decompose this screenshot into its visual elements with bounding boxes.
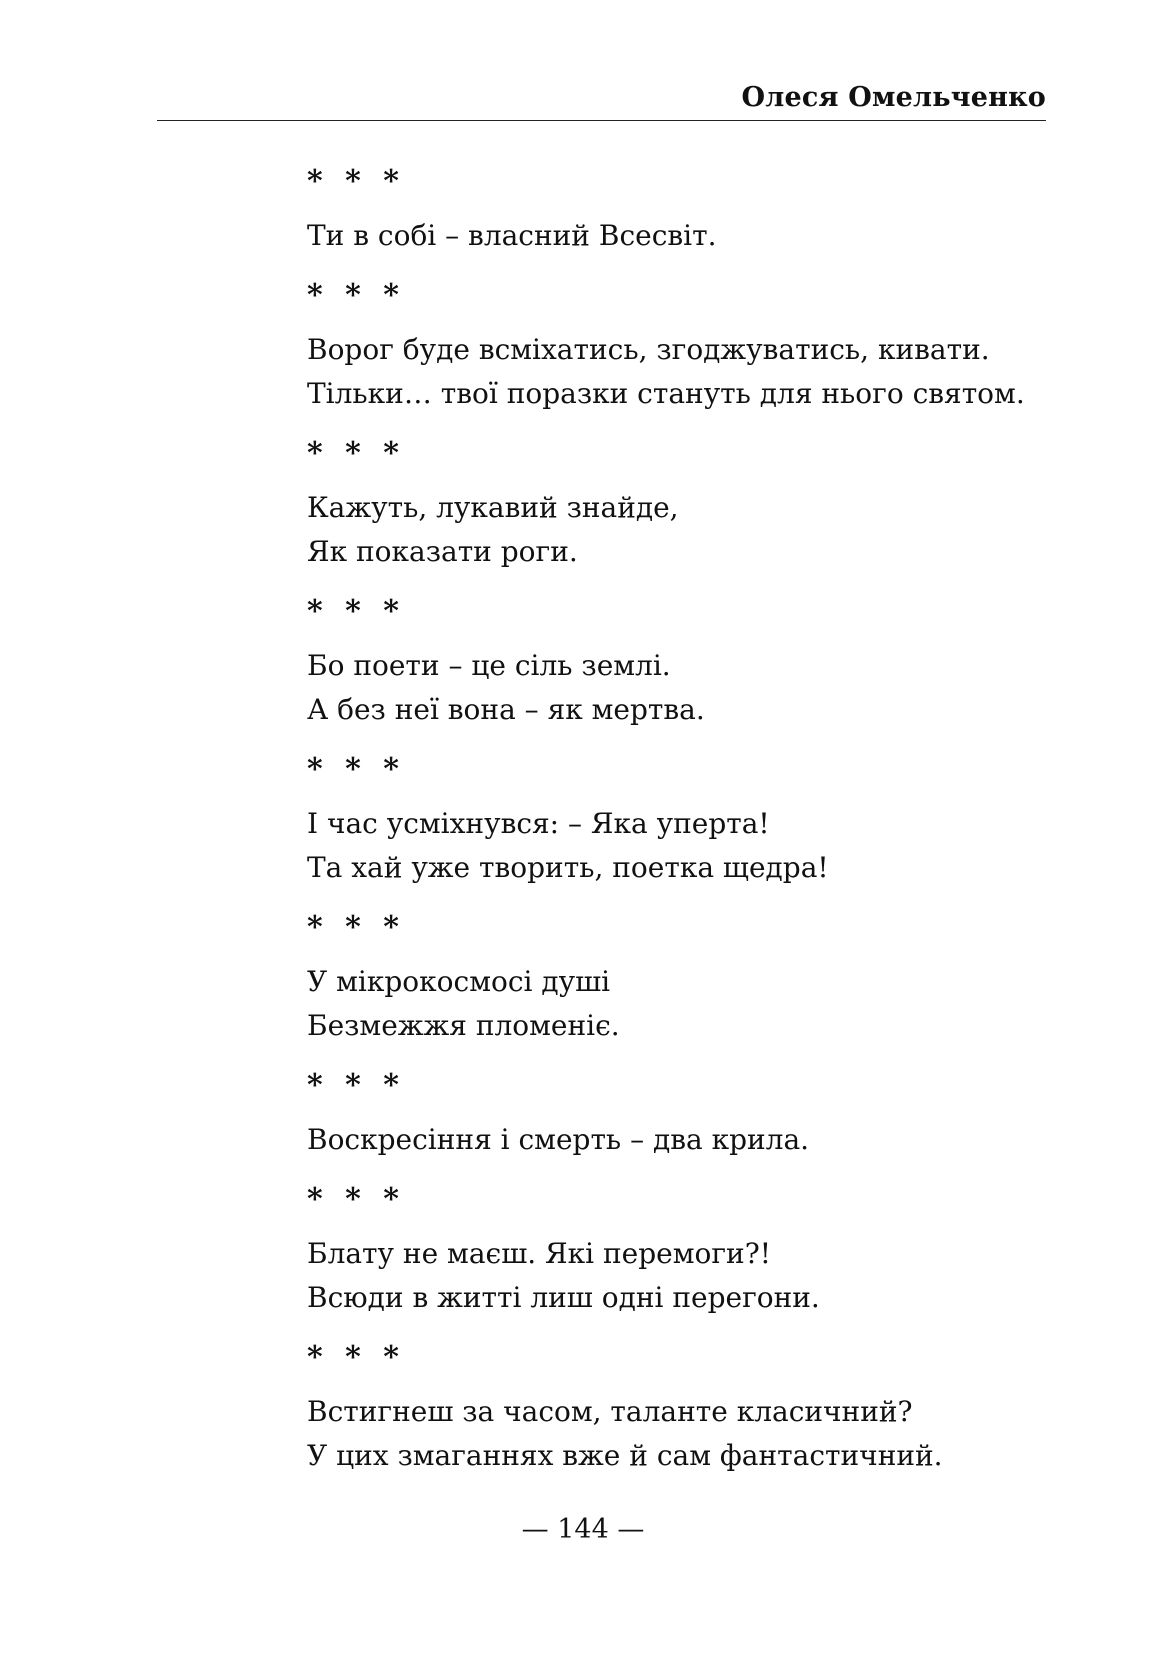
stanza <box>307 434 1067 592</box>
verse-line: У цих змаганнях вже й сам фантастичний. <box>307 1439 943 1472</box>
stanza <box>307 1338 1067 1496</box>
stanza <box>307 750 1067 908</box>
running-header-author: Олеся Омельченко <box>741 82 1046 113</box>
stanza-separator: * * * <box>307 1182 405 1217</box>
stanza <box>307 276 1067 434</box>
verse-line: Бо поети – це сіль землі. <box>307 649 671 682</box>
stanza-separator: * * * <box>307 1068 405 1103</box>
stanza-separator: * * * <box>307 1340 405 1375</box>
header-divider <box>157 120 1046 121</box>
stanza-separator: * * * <box>307 164 405 199</box>
verse-line: Блату не маєш. Які перемоги?! <box>307 1237 771 1270</box>
verse-line: Всюди в житті лиш одні перегони. <box>307 1281 820 1314</box>
verse-line: У мікрокосмосі душі <box>307 965 611 998</box>
stanza-separator: * * * <box>307 910 405 945</box>
stanza <box>307 908 1067 1066</box>
stanza-separator: * * * <box>307 436 405 471</box>
verse-line: І час усміхнувся: – Яка уперта! <box>307 807 770 840</box>
verse-line: Як показати роги. <box>307 535 578 568</box>
stanza <box>307 162 1067 276</box>
stanza-separator: * * * <box>307 752 405 787</box>
stanza <box>307 592 1067 750</box>
verse-line: Воскресіння і смерть – два крила. <box>307 1123 810 1156</box>
verse-line: Безмежжя пломеніє. <box>307 1009 620 1042</box>
verse-line: Та хай уже творить, поетка щедра! <box>307 851 829 884</box>
page-number: — 144 — <box>521 1514 645 1545</box>
stanza <box>307 1180 1067 1338</box>
verse-line: А без неї вона – як мертва. <box>307 693 705 726</box>
stanza-separator: * * * <box>307 278 405 313</box>
verse-line: Тільки… твої поразки стануть для нього святом. <box>307 377 1025 410</box>
verse-line: Ворог буде всміхатись, згоджуватись, кивати. <box>307 333 990 366</box>
stanza-separator: * * * <box>307 594 405 629</box>
stanza <box>307 1066 1067 1180</box>
verse-line: Встигнеш за часом, таланте класичний? <box>307 1395 913 1428</box>
verse-line: Кажуть, лукавий знайде, <box>307 491 679 524</box>
verse-line: Ти в собі – власний Всесвіт. <box>307 219 717 252</box>
poem-collection <box>307 162 1067 1496</box>
